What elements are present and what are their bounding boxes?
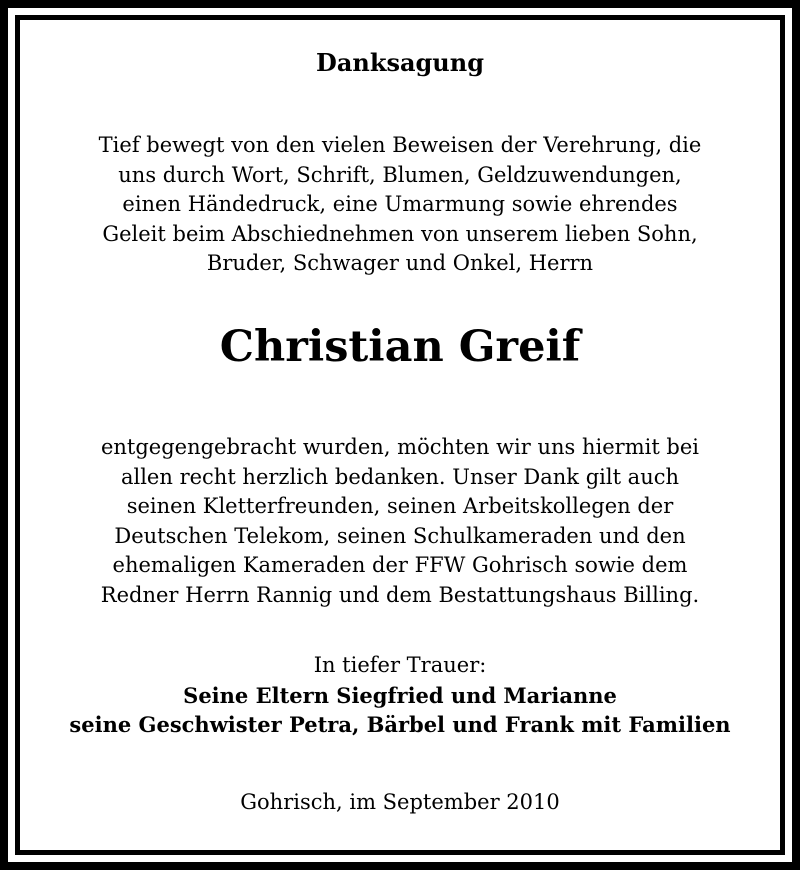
thanks-paragraph (20, 433, 780, 610)
place-date: Gohrisch, im September 2010 (240, 790, 560, 814)
intro-paragraph (20, 131, 780, 279)
text-line: seinen Kletterfreunden, seinen Arbeitskollegen der (126, 494, 674, 518)
text-line: entgegengebracht wurden, möchten wir uns hiermit bei (100, 435, 700, 459)
text-line: Tief bewegt von den vielen Beweisen der Verehrung, die (98, 133, 702, 157)
mourner-line: Seine Eltern Siegfried und Marianne (183, 682, 617, 708)
text-line: allen recht herzlich bedanken. Unser Dank gilt auch (120, 464, 680, 489)
mourners-block (20, 651, 780, 740)
notice-title: Danksagung (316, 48, 484, 77)
text-line: Bruder, Schwager und Onkel, Herrn (206, 251, 594, 275)
text-line: einen Händedruck, eine Umarmung sowie ehrendes (122, 192, 678, 216)
text-line: Deutschen Telekom, seinen Schulkameraden und den (114, 523, 686, 548)
text-line: Geleit beim Abschiednehmen von unserem lieben Sohn, (102, 221, 698, 246)
text-line: ehemaligen Kameraden der FFW Gohrisch sowie dem (112, 553, 688, 577)
text-line: uns durch Wort, Schrift, Blumen, Geldzuwendungen, (118, 162, 682, 187)
mourner-line: seine Geschwister Petra, Bärbel und Frank mit Familien (69, 712, 731, 737)
mourning-label: In tiefer Trauer: (313, 653, 487, 677)
deceased-name: Christian Greif (219, 322, 581, 372)
text-line: Redner Herrn Rannig und dem Bestattungshaus Billing. (100, 582, 700, 607)
